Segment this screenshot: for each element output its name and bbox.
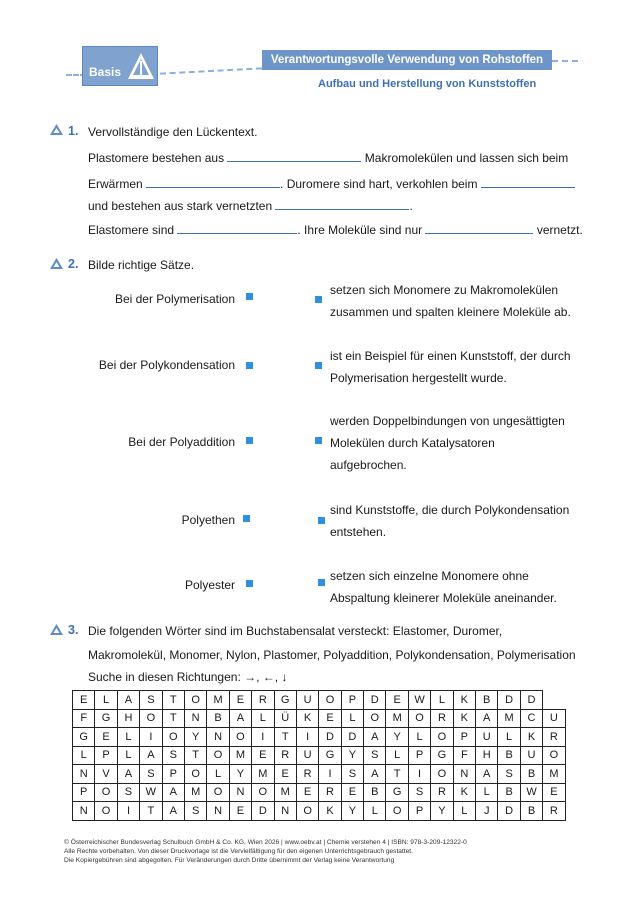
- grid-row: [73, 691, 566, 710]
- grid-cell[interactable]: F: [453, 746, 475, 765]
- text-line: entstehen.: [330, 525, 387, 539]
- task3-line1: Die folgenden Wörter sind im Buchstabensalat versteckt: Elastomer, Duromer,: [88, 624, 503, 638]
- text: Makromolekülen und lassen sich beim: [364, 151, 569, 165]
- sentence-start-1: Bei der Polymerisation: [114, 292, 235, 306]
- grid-row: [73, 709, 566, 728]
- sentence-start-2: Bei der Polykondensation: [98, 358, 235, 372]
- text-line: setzen sich Monomere zu Makromolekülen: [330, 283, 559, 297]
- match-point-right-5[interactable]: [318, 579, 325, 586]
- task2-number: 2.: [68, 257, 79, 271]
- text: Elastomere sind: [88, 223, 175, 237]
- grid-cell[interactable]: L: [453, 802, 475, 821]
- grid-cell[interactable]: G: [73, 728, 95, 747]
- grid-cell[interactable]: U: [476, 728, 498, 747]
- grid-cell[interactable]: U: [296, 746, 318, 765]
- grid-cell[interactable]: Ü: [274, 709, 296, 728]
- grid-cell[interactable]: I: [252, 728, 274, 747]
- grid-cell[interactable]: A: [117, 691, 139, 710]
- grid-cell[interactable]: G: [95, 709, 117, 728]
- grid-cell[interactable]: R: [431, 709, 453, 728]
- grid-cell[interactable]: J: [476, 802, 498, 821]
- blank-field-4[interactable]: [275, 197, 409, 210]
- text-line: ist ein Beispiel für einen Kunststoff, der durch: [330, 349, 571, 363]
- sentence-end-3: [330, 410, 565, 476]
- footer: [64, 838, 467, 865]
- grid-cell[interactable]: O: [95, 783, 117, 802]
- grid-cell[interactable]: B: [520, 765, 542, 784]
- basis-level-icon: [50, 258, 63, 269]
- grid-cell[interactable]: E: [274, 765, 296, 784]
- blank-field-3[interactable]: [481, 175, 575, 188]
- grid-cell[interactable]: M: [543, 765, 565, 784]
- grid-cell[interactable]: T: [162, 691, 184, 710]
- grid-cell[interactable]: E: [229, 691, 251, 710]
- grid-cell[interactable]: F: [73, 709, 95, 728]
- grid-cell[interactable]: S: [364, 746, 386, 765]
- text-line: sind Kunststoffe, die durch Polykondensation: [330, 503, 570, 517]
- grid-cell[interactable]: I: [117, 802, 139, 821]
- grid-cell[interactable]: G: [386, 783, 408, 802]
- grid-cell[interactable]: T: [274, 728, 296, 747]
- grid-cell[interactable]: S: [162, 746, 184, 765]
- grid-cell[interactable]: O: [431, 765, 453, 784]
- grid-cell[interactable]: N: [184, 709, 206, 728]
- basis-logo: [82, 46, 158, 86]
- logo-label: Basis: [89, 65, 122, 79]
- grid-cell[interactable]: E: [252, 746, 274, 765]
- grid-cell[interactable]: N: [73, 802, 95, 821]
- grid-cell[interactable]: U: [520, 746, 542, 765]
- grid-cell[interactable]: M: [252, 765, 274, 784]
- grid-cell[interactable]: B: [364, 783, 386, 802]
- grid-cell[interactable]: A: [162, 783, 184, 802]
- grid-cell[interactable]: G: [431, 746, 453, 765]
- grid-cell[interactable]: S: [408, 783, 430, 802]
- match-point-right-2[interactable]: [315, 362, 322, 369]
- grid-cell[interactable]: O: [162, 728, 184, 747]
- grid-cell[interactable]: L: [117, 728, 139, 747]
- footer-line: Alle Rechte vorbehalten. Von dieser Druckvorlage ist die Vervielfältigung für den eigenen Unterrichtsgebrauch gestattet.: [64, 848, 413, 855]
- match-point-right-1[interactable]: [315, 296, 322, 303]
- grid-cell[interactable]: Y: [431, 802, 453, 821]
- blank-field-1[interactable]: [227, 149, 361, 162]
- task1-line2: [88, 175, 575, 192]
- grid-row: [73, 765, 566, 784]
- grid-cell[interactable]: N: [274, 802, 296, 821]
- pyramid-icon: [127, 51, 155, 81]
- grid-cell[interactable]: E: [73, 691, 95, 710]
- grid-cell[interactable]: O: [95, 802, 117, 821]
- grid-cell[interactable]: P: [408, 746, 430, 765]
- grid-cell[interactable]: K: [520, 728, 542, 747]
- match-point-right-3[interactable]: [315, 437, 322, 444]
- grid-cell[interactable]: O: [543, 746, 565, 765]
- blank-field-6[interactable]: [425, 221, 533, 234]
- task1-line3: [88, 197, 413, 214]
- match-point-left-1[interactable]: [246, 293, 253, 300]
- text: vernetzt.: [536, 223, 583, 237]
- grid-cell[interactable]: H: [476, 746, 498, 765]
- grid-cell[interactable]: G: [274, 691, 296, 710]
- text: .: [409, 199, 413, 213]
- text: . Duromere sind hart, verkohlen beim: [280, 177, 478, 191]
- grid-cell[interactable]: I: [296, 728, 318, 747]
- task3-line2: Makromolekül, Monomer, Nylon, Plastomer, Polyaddition, Polykondensation, Polymerisation: [88, 648, 576, 662]
- grid-cell[interactable]: C: [520, 709, 542, 728]
- grid-cell[interactable]: S: [498, 765, 520, 784]
- grid-cell[interactable]: B: [207, 709, 229, 728]
- grid-cell[interactable]: Y: [229, 765, 251, 784]
- text: Plastomere bestehen aus: [88, 151, 225, 165]
- task1-number: 1.: [68, 124, 79, 138]
- grid-cell[interactable]: R: [543, 728, 565, 747]
- text-line: Polymerisation hergestellt wurde.: [330, 371, 507, 385]
- basis-level-icon: [50, 624, 63, 635]
- grid-cell[interactable]: T: [184, 746, 206, 765]
- grid-cell[interactable]: A: [476, 709, 498, 728]
- grid-cell[interactable]: Y: [341, 746, 363, 765]
- grid-cell[interactable]: L: [431, 691, 453, 710]
- match-point-left-3[interactable]: [246, 437, 253, 444]
- grid-cell[interactable]: B: [498, 783, 520, 802]
- text-line: aufgebrochen.: [330, 458, 407, 472]
- grid-cell[interactable]: H: [117, 709, 139, 728]
- text: . Ihre Moleküle sind nur: [297, 223, 423, 237]
- match-point-left-5[interactable]: [246, 580, 253, 587]
- page-subtitle: Aufbau und Herstellung von Kunststoffen: [318, 78, 537, 90]
- grid-cell[interactable]: Y: [341, 802, 363, 821]
- grid-cell[interactable]: P: [408, 802, 430, 821]
- grid-cell[interactable]: L: [476, 783, 498, 802]
- banner-title: Verantwortungsvolle Verwendung von Rohstoffen: [262, 50, 552, 70]
- grid-cell[interactable]: N: [229, 783, 251, 802]
- task3-line3: Suche in diesen Richtungen: →, ←, ↓: [88, 670, 288, 684]
- grid-cell[interactable]: T: [162, 709, 184, 728]
- footer-line: Die Kopiergebühren sind abgegolten. Für Veränderungen durch Dritte übernimmt der Verlag keine Verantwortung: [64, 857, 395, 864]
- grid-cell[interactable]: L: [73, 746, 95, 765]
- grid-cell[interactable]: S: [341, 765, 363, 784]
- sentence-end-1: [330, 279, 571, 323]
- grid-cell[interactable]: L: [341, 709, 363, 728]
- grid-cell[interactable]: E: [386, 691, 408, 710]
- grid-cell[interactable]: L: [408, 728, 430, 747]
- grid-cell[interactable]: D: [498, 691, 520, 710]
- grid-cell[interactable]: D: [319, 728, 341, 747]
- grid-cell[interactable]: R: [543, 802, 565, 821]
- grid-cell[interactable]: P: [453, 728, 475, 747]
- grid-cell[interactable]: S: [184, 802, 206, 821]
- grid-cell[interactable]: R: [274, 746, 296, 765]
- grid-cell[interactable]: I: [140, 728, 162, 747]
- grid-cell[interactable]: V: [95, 765, 117, 784]
- grid-cell[interactable]: O: [386, 802, 408, 821]
- grid-cell[interactable]: A: [364, 728, 386, 747]
- grid-cell[interactable]: M: [229, 746, 251, 765]
- grid-cell[interactable]: A: [229, 709, 251, 728]
- grid-cell[interactable]: N: [207, 802, 229, 821]
- grid-row: [73, 783, 566, 802]
- task1-instruction: Vervollständige den Lückentext.: [88, 125, 258, 139]
- grid-cell[interactable]: K: [296, 709, 318, 728]
- grid-cell[interactable]: L: [498, 728, 520, 747]
- grid-cell[interactable]: A: [476, 765, 498, 784]
- grid-cell[interactable]: O: [229, 728, 251, 747]
- grid-cell[interactable]: L: [207, 765, 229, 784]
- sentence-start-3: Bei der Polyaddition: [128, 435, 235, 449]
- sentence-start-4: Polyethen: [181, 513, 235, 527]
- text: Erwärmen: [88, 177, 143, 191]
- grid-cell[interactable]: S: [140, 765, 162, 784]
- grid-cell[interactable]: A: [117, 765, 139, 784]
- grid-cell[interactable]: E: [229, 802, 251, 821]
- grid-cell[interactable]: M: [498, 709, 520, 728]
- grid-cell[interactable]: E: [296, 783, 318, 802]
- grid-cell[interactable]: O: [207, 746, 229, 765]
- grid-cell[interactable]: I: [319, 765, 341, 784]
- task3-number: 3.: [68, 623, 79, 637]
- grid-cell[interactable]: M: [184, 783, 206, 802]
- grid-cell[interactable]: K: [453, 709, 475, 728]
- grid-cell[interactable]: E: [341, 783, 363, 802]
- grid-cell[interactable]: T: [386, 765, 408, 784]
- grid-cell[interactable]: O: [296, 802, 318, 821]
- grid-cell[interactable]: U: [543, 709, 565, 728]
- grid-cell[interactable]: N: [453, 765, 475, 784]
- grid-cell[interactable]: B: [498, 746, 520, 765]
- sentence-end-5: [330, 565, 557, 609]
- grid-cell[interactable]: A: [162, 802, 184, 821]
- text-line: setzen sich einzelne Monomere ohne: [330, 569, 529, 583]
- grid-cell[interactable]: O: [408, 709, 430, 728]
- task1-line1: [88, 149, 568, 166]
- grid-cell[interactable]: O: [252, 783, 274, 802]
- grid-cell[interactable]: O: [319, 691, 341, 710]
- grid-cell[interactable]: L: [364, 802, 386, 821]
- grid-cell[interactable]: D: [341, 728, 363, 747]
- grid-cell[interactable]: A: [364, 765, 386, 784]
- grid-cell[interactable]: I: [408, 765, 430, 784]
- footer-line: © Österreichischer Bundesverlag Schulbuch GmbH & Co. KG, Wien 2026 | www.oebv.at | Chemie verstehen 4 | ISBN: 978-3-209-12322-0: [64, 839, 467, 846]
- grid-cell[interactable]: E: [319, 709, 341, 728]
- grid-cell[interactable]: R: [252, 691, 274, 710]
- grid-cell[interactable]: O: [184, 765, 206, 784]
- sentence-start-5: Polyester: [184, 578, 235, 592]
- grid-cell[interactable]: L: [95, 691, 117, 710]
- grid-cell[interactable]: M: [274, 783, 296, 802]
- basis-level-icon: [50, 124, 63, 135]
- grid-row: [73, 728, 566, 747]
- grid-cell[interactable]: R: [296, 765, 318, 784]
- grid-cell[interactable]: W: [408, 691, 430, 710]
- grid-row: [73, 746, 566, 765]
- blank-field-5[interactable]: [177, 221, 297, 234]
- text-line: Abspaltung kleinerer Moleküle aneinander.: [330, 591, 557, 605]
- grid-cell[interactable]: W: [140, 783, 162, 802]
- grid-cell[interactable]: O: [140, 709, 162, 728]
- word-search-grid: [72, 690, 566, 821]
- grid-cell[interactable]: P: [95, 746, 117, 765]
- grid-cell[interactable]: W: [520, 783, 542, 802]
- grid-cell[interactable]: E: [543, 783, 565, 802]
- grid-cell[interactable]: T: [140, 802, 162, 821]
- header-dash-mid: [160, 67, 262, 74]
- grid-cell[interactable]: D: [364, 691, 386, 710]
- grid-row: [73, 802, 566, 821]
- match-point-right-4[interactable]: [318, 517, 325, 524]
- grid-cell[interactable]: O: [431, 728, 453, 747]
- grid-cell[interactable]: U: [296, 691, 318, 710]
- grid-cell[interactable]: R: [319, 783, 341, 802]
- text-line: Molekülen durch Katalysatoren: [330, 436, 495, 450]
- grid-cell[interactable]: P: [73, 783, 95, 802]
- text-line: zusammen und spalten kleinere Moleküle ab.: [330, 305, 571, 319]
- text: und bestehen aus stark vernetzten: [88, 199, 273, 213]
- grid-cell[interactable]: O: [207, 783, 229, 802]
- grid-cell[interactable]: E: [95, 728, 117, 747]
- grid-cell[interactable]: D: [252, 802, 274, 821]
- sentence-end-4: [330, 499, 569, 543]
- grid-cell[interactable]: Y: [386, 728, 408, 747]
- sentence-end-2: [330, 345, 571, 389]
- grid-cell[interactable]: L: [386, 746, 408, 765]
- grid-cell[interactable]: A: [140, 746, 162, 765]
- grid-cell[interactable]: R: [431, 783, 453, 802]
- blank-field-2[interactable]: [146, 175, 280, 188]
- grid-cell[interactable]: L: [252, 709, 274, 728]
- grid-cell[interactable]: S: [140, 691, 162, 710]
- task2-instruction: Bilde richtige Sätze.: [88, 258, 195, 272]
- grid-cell[interactable]: P: [162, 765, 184, 784]
- grid-cell[interactable]: D: [498, 802, 520, 821]
- grid-cell[interactable]: O: [184, 691, 206, 710]
- grid-cell[interactable]: K: [453, 691, 475, 710]
- match-point-left-4[interactable]: [243, 515, 250, 522]
- grid-cell[interactable]: S: [117, 783, 139, 802]
- grid-cell[interactable]: N: [73, 765, 95, 784]
- grid-cell[interactable]: B: [476, 691, 498, 710]
- grid-cell[interactable]: P: [341, 691, 363, 710]
- grid-cell[interactable]: M: [207, 691, 229, 710]
- grid-cell[interactable]: Y: [184, 728, 206, 747]
- task1-line4: [88, 221, 583, 238]
- grid-cell[interactable]: M: [386, 709, 408, 728]
- grid-cell[interactable]: K: [453, 783, 475, 802]
- grid-cell[interactable]: L: [117, 746, 139, 765]
- grid-cell[interactable]: O: [364, 709, 386, 728]
- text-line: werden Doppelbindungen von ungesättigten: [330, 414, 565, 428]
- grid-cell[interactable]: G: [319, 746, 341, 765]
- grid-cell[interactable]: N: [207, 728, 229, 747]
- grid-cell[interactable]: K: [319, 802, 341, 821]
- match-point-left-2[interactable]: [246, 362, 253, 369]
- grid-cell[interactable]: B: [520, 802, 542, 821]
- header-dash-right: [552, 60, 578, 62]
- grid-cell[interactable]: D: [520, 691, 542, 710]
